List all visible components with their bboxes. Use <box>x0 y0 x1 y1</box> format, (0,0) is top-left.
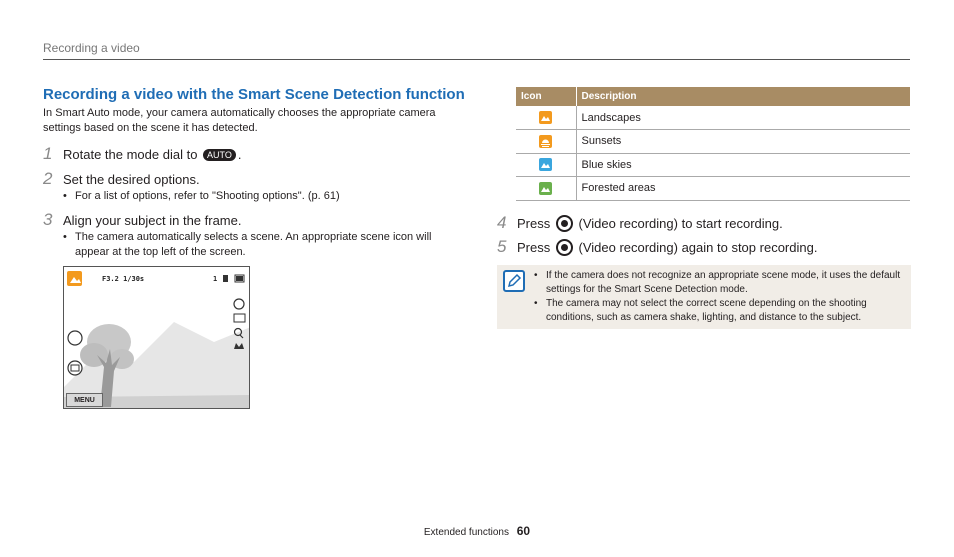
step-number: 5 <box>497 237 507 256</box>
intro-paragraph: In Smart Auto mode, your camera automatically chooses the appropriate camera settings based on the scene it has detected. <box>43 107 436 134</box>
column-header-description: Description <box>576 87 910 106</box>
table-cell-icon <box>516 130 576 154</box>
step-text-before: Rotate the mode dial to <box>63 147 198 162</box>
step-text <box>517 239 817 256</box>
step-4 <box>497 213 783 233</box>
note-text-line-1: The camera may not select the correct scene depending on the shooting <box>546 298 867 309</box>
running-head: Recording a video <box>43 41 140 55</box>
scene-icon-table <box>516 87 910 201</box>
step-3 <box>43 210 241 230</box>
step-2 <box>43 169 200 189</box>
step-text-before: Press <box>517 240 551 255</box>
step-number: 4 <box>497 213 507 232</box>
step-text-after: (Video recording) to start recording. <box>578 216 783 231</box>
step-number: 2 <box>43 169 53 188</box>
table-cell-description: Sunsets <box>576 130 910 154</box>
auto-mode-icon: AUTO <box>203 149 236 161</box>
exposure-readout: F3.2 1/30s <box>102 275 145 283</box>
landscape-scene-icon <box>539 111 552 124</box>
section-title: Recording a video with the Smart Scene Detection function <box>43 86 465 103</box>
step-5 <box>497 237 817 257</box>
note-item <box>534 297 906 325</box>
camera-scene-drawing <box>64 267 250 409</box>
table-row <box>516 130 910 154</box>
note-text-line-2: conditions, such as camera shake, lighting, and distance to the subject. <box>546 312 862 323</box>
sunset-scene-icon <box>539 135 552 148</box>
blue-sky-scene-icon <box>539 158 552 171</box>
table-cell-icon <box>516 153 576 177</box>
note-box <box>497 265 911 329</box>
page-number: 60 <box>516 524 531 538</box>
step-text: Align your subject in the frame. <box>63 213 242 228</box>
table-row <box>516 106 910 130</box>
step-text-after: . <box>237 147 242 162</box>
bullet-text: For a list of options, refer to "Shooting options". (p. 61) <box>75 190 340 202</box>
video-record-button-icon <box>556 215 573 232</box>
page-footer <box>0 524 954 538</box>
step-text-before: Press <box>517 216 551 231</box>
table-cell-description: Landscapes <box>576 106 910 130</box>
note-pencil-icon <box>503 270 525 292</box>
table-cell-description: Forested areas <box>576 177 910 201</box>
menu-button-label: MENU <box>66 393 103 407</box>
note-text-line-2: settings for the Smart Scene Detection mode. <box>546 284 748 295</box>
step-text-after: (Video recording) again to stop recording. <box>578 240 818 255</box>
bullet-dot: • <box>534 270 538 281</box>
step-text <box>517 215 783 232</box>
table-row <box>516 177 910 201</box>
bullet-text-line-2: appear at the top left of the screen. <box>75 246 246 258</box>
step-number: 3 <box>43 210 53 229</box>
table-row <box>516 153 910 177</box>
note-item <box>534 269 906 297</box>
step-2-bullet <box>63 189 463 204</box>
footer-label: Extended functions <box>423 527 509 538</box>
note-text-line-1: If the camera does not recognize an appropriate scene mode, it uses the default <box>546 270 901 281</box>
table-cell-icon <box>516 106 576 130</box>
shot-counter: 1 <box>213 275 218 283</box>
video-record-button-icon <box>556 239 573 256</box>
forest-scene-icon <box>539 182 552 195</box>
step-text <box>63 147 242 162</box>
table-cell-icon <box>516 177 576 201</box>
header-divider <box>43 59 910 60</box>
step-text: Set the desired options. <box>63 172 200 187</box>
column-header-icon: Icon <box>516 87 576 106</box>
bullet-text-line-1: The camera automatically selects a scene. An appropriate scene icon will <box>75 231 432 243</box>
camera-screen-illustration <box>63 266 250 409</box>
table-header-row <box>516 87 910 106</box>
bullet-dot: • <box>534 298 538 309</box>
step-number: 1 <box>43 144 53 163</box>
step-3-bullet <box>63 230 463 260</box>
table-cell-description: Blue skies <box>576 153 910 177</box>
bullet-dot: • <box>63 190 67 202</box>
step-1 <box>43 144 242 164</box>
bullet-dot: • <box>63 231 67 243</box>
